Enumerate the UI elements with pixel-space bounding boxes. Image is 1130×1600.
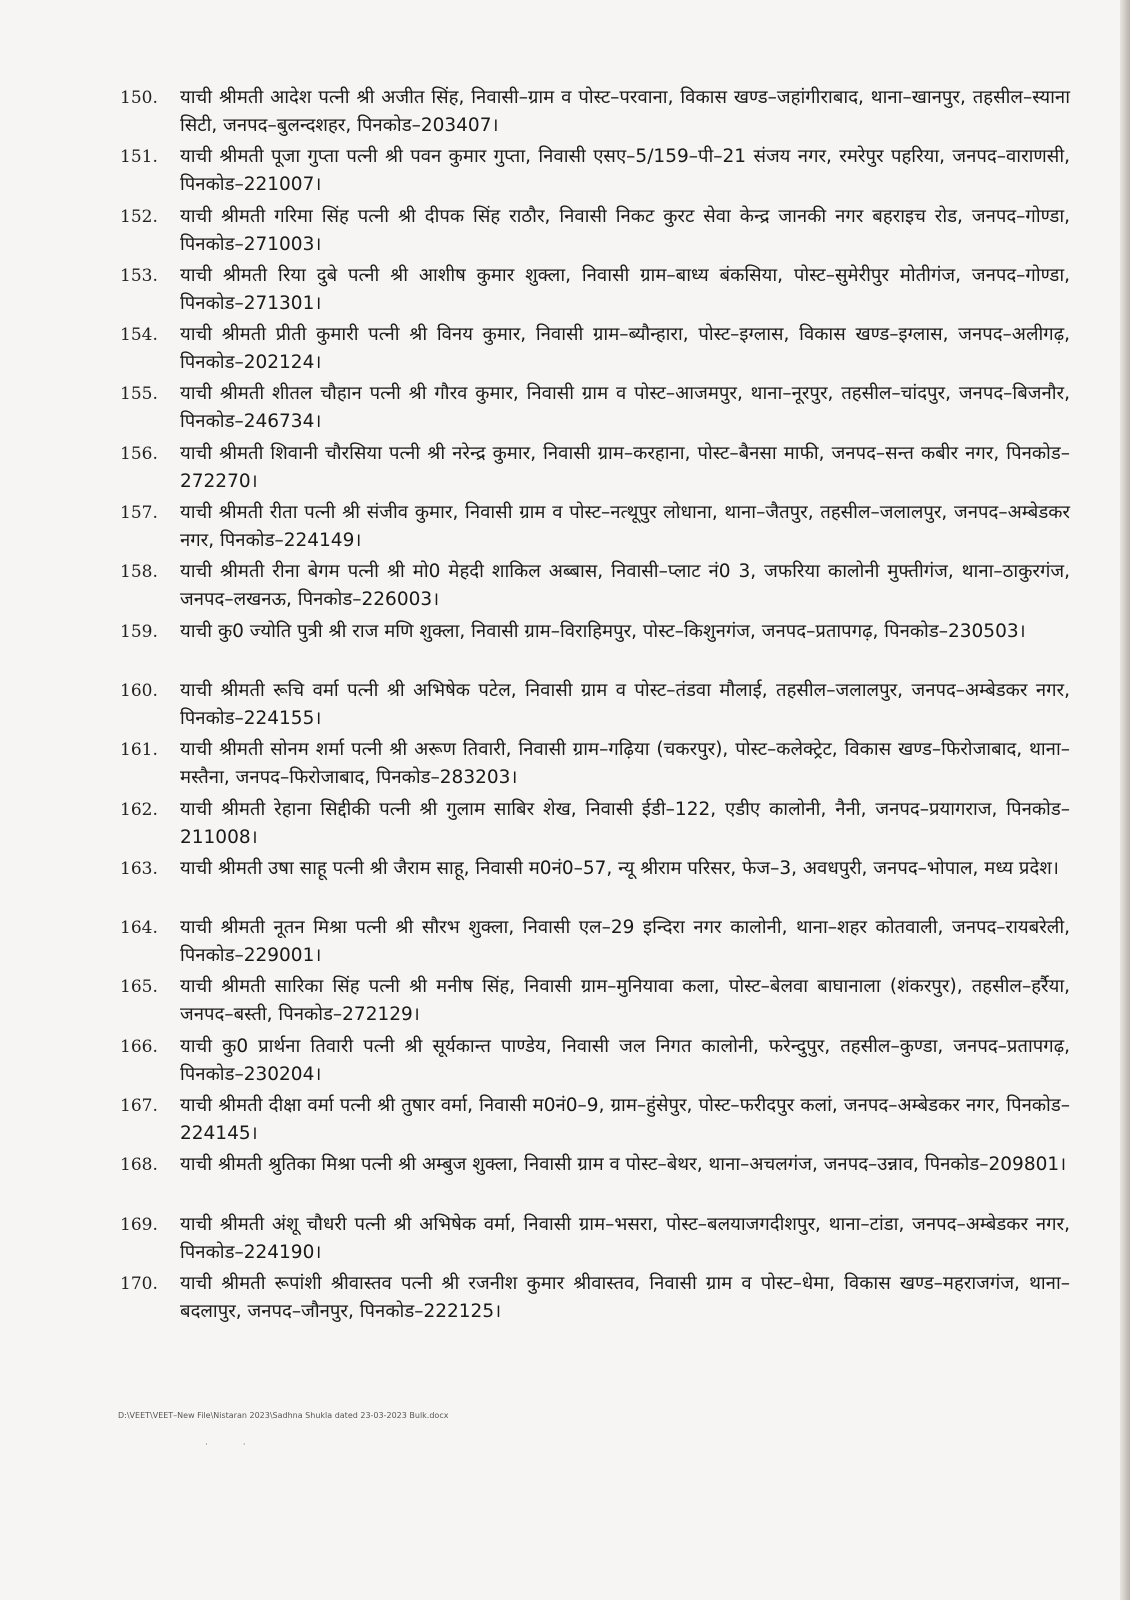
entry-number: 157. [120,503,158,524]
entry-number: 151. [120,147,158,168]
entry-text: याची श्रीमती आदेश पत्नी श्री अजीत सिंह, निवासी–ग्राम व पोस्ट–परवाना, विकास खण्ड–जहांगीराबाद, थाना–खानपुर, तहसील–स्याना सिटी, जनपद–बुलन्दशहर, पिनकोड–203407। [180,87,1070,136]
entry-text: याची श्रीमती दीक्षा वर्मा पत्नी श्री तुषार वर्मा, निवासी म0नं0–9, ग्राम–हुंसेपुर, पोस्ट–फरीदपुर कलां, जनपद–अम्बेडकर नगर, पिनकोड–224145। [180,1095,1070,1145]
entry-number: 164. [120,918,158,939]
list-item [120,262,1070,321]
entry-number: 160. [120,680,158,701]
entry-text: याची श्रीमती रूचि वर्मा पत्नी श्री अभिषेक पटेल, निवासी ग्राम व पोस्ट–तंडवा मौलाई, तहसील–जलालपुर, जनपद–अम्बेडकर नगर, पिनकोड–224155। [180,679,1070,729]
list-item [120,1033,1070,1092]
entry-text: याची श्रीमती अंशू चौधरी पत्नी श्री अभिषेक वर्मा, निवासी ग्राम–भसरा, पोस्ट–बलयाजगदीशपुर, थाना–टांडा, जनपद–अम्बेडकर नगर, पिनकोड–224190। [180,1213,1070,1263]
entry-text: याची श्रीमती सारिका सिंह पत्नी श्री मनीष सिंह, निवासी ग्राम–मुनियावा कला, पोस्ट–बेलवा बाघानाला (शंकरपुर), तहसील–हर्रैया, जनपद–बस्ती, पिनकोड–272129। [180,976,1070,1026]
entry-text: याची श्रीमती गरिमा सिंह पत्नी श्री दीपक सिंह राठौर, निवासी निकट कुरट सेवा केन्द्र जानकी नगर बहराइच रोड, जनपद–गोण्डा, पिनकोड–271003। [180,205,1070,255]
entry-text: याची श्रीमती रूपांशी श्रीवास्तव पत्नी श्री रजनीश कुमार श्रीवास्तव, निवासी ग्राम व पोस्ट–धेमा, विकास खण्ड–महराजगंज, थाना–बदलापुर, जनपद–जौनपुर, पिनकोड–222125। [180,1272,1070,1322]
list-item [120,618,1070,677]
entry-text: याची श्रीमती प्रीती कुमारी पत्नी श्री विनय कुमार, निवासी ग्राम–ब्यौन्हारा, पोस्ट–इग्लास, विकास खण्ड–इग्लास, जनपद–अलीगढ़, पिनकोड–202124। [180,324,1070,374]
entry-text: याची श्रीमती शिवानी चौरसिया पत्नी श्री नरेन्द्र कुमार, निवासी ग्राम–करहाना, पोस्ट–बैनसा माफी, जनपद–सन्त कबीर नगर, पिनकोड–272270। [180,442,1070,492]
list-item [120,736,1070,795]
list-item [120,1151,1070,1210]
list-item [120,499,1070,558]
entry-number: 163. [120,858,158,879]
list-item [120,1092,1070,1151]
entry-number: 154. [120,325,158,346]
list-item [120,143,1070,202]
entry-text: याची श्रीमती सोनम शर्मा पत्नी श्री अरूण तिवारी, निवासी ग्राम–गढ़िया (चकरपुर), पोस्ट–कलेक्ट्रेट, विकास खण्ड–फिरोजाबाद, थाना–मस्तैना, जनपद–फिरोजाबाद, पिनकोड–283203। [180,739,1070,789]
scan-specks: · · [205,1440,262,1450]
entry-text: याची कु0 प्रार्थना तिवारी पत्नी श्री सूर्यकान्त पाण्डेय, निवासी जल निगत कालोनी, फरेन्दुपुर, तहसील–कुण्डा, जनपद–प्रतापगढ़, पिनकोड–230204। [180,1035,1070,1085]
list-item [120,973,1070,1032]
list-item [120,440,1070,499]
entry-number: 155. [120,384,158,405]
entry-text: याची श्रीमती रीना बेगम पत्नी श्री मो0 मेहदी शाकिल अब्बास, निवासी–प्लाट नं0 3, जफरिया कालोनी मुफ्तीगंज, थाना–ठाकुरगंज, जनपद–लखनऊ, पिनकोड–226003। [180,561,1070,611]
entry-text: याची श्रीमती पूजा गुप्ता पत्नी श्री पवन कुमार गुप्ता, निवासी एसए–5/159–पी–21 संजय नगर, रमरेपुर पहरिया, जनपद–वाराणसी, पिनकोड–221007। [180,146,1070,196]
list-item [120,855,1070,914]
list-item [120,1270,1070,1329]
entry-number: 152. [120,206,158,227]
list-item [120,203,1070,262]
entry-number: 168. [120,1155,158,1176]
entry-text: याची श्रीमती रेहाना सिद्दीकी पत्नी श्री गुलाम साबिर शेख, निवासी ईडी–122, एडीए कालोनी, नैनी, जनपद–प्रयागराज, पिनकोड–211008। [180,798,1070,848]
entry-text: याची श्रीमती रीता पत्नी श्री संजीव कुमार, निवासी ग्राम व पोस्ट–नत्थूपुर लोधाना, थाना–जैतपुर, तहसील–जलालपुर, जनपद–अम्बेडकर नगर, पिनकोड–224149। [180,502,1070,552]
entry-number: 170. [120,1273,158,1294]
list-item [120,321,1070,380]
entry-number: 165. [120,977,158,998]
page-edge-shadow [1120,0,1130,1600]
entry-number: 169. [120,1214,158,1235]
entry-number: 156. [120,443,158,464]
list-item [120,796,1070,855]
entry-number: 158. [120,562,158,583]
entry-text: याची श्रीमती नूतन मिश्रा पत्नी श्री सौरभ शुक्ला, निवासी एल–29 इन्दिरा नगर कालोनी, थाना–शहर कोतवाली, जनपद–रायबरेली, पिनकोड–229001। [180,917,1070,967]
petitioner-list [120,84,1070,1329]
entry-number: 159. [120,621,158,642]
list-item [120,84,1070,143]
entry-text: याची श्रीमती श्रुतिका मिश्रा पत्नी श्री अम्बुज शुक्ला, निवासी ग्राम व पोस्ट–बेथर, थाना–अचलगंज, जनपद–उन्नाव, पिनकोड–209801। [180,1154,1067,1176]
list-item [120,380,1070,439]
entry-number: 150. [120,88,158,108]
list-item [120,558,1070,617]
entry-number: 166. [120,1036,158,1057]
entry-number: 161. [120,740,158,761]
entry-number: 153. [120,265,158,286]
entry-text: याची श्रीमती रिया दुबे पत्नी श्री आशीष कुमार शुक्ला, निवासी ग्राम–बाध्य बंकसिया, पोस्ट–सुमेरीपुर मोतीगंज, जनपद–गोण्डा, पिनकोड–271301। [180,264,1070,314]
list-item [120,677,1070,736]
file-path-footer: D:\VEET\VEET–New File\Nistaran 2023\Sadhna Shukla dated 23-03-2023 Bulk.docx [118,1411,449,1420]
list-item [120,1211,1070,1270]
entry-number: 167. [120,1096,158,1117]
list-item [120,914,1070,973]
entry-text: याची श्रीमती शीतल चौहान पत्नी श्री गौरव कुमार, निवासी ग्राम व पोस्ट–आजमपुर, थाना–नूरपुर, तहसील–चांदपुर, जनपद–बिजनौर, पिनकोड–246734। [180,383,1070,433]
entry-text: याची कु0 ज्योति पुत्री श्री राज मणि शुक्ला, निवासी ग्राम–विराहिमपुर, पोस्ट–किशुनगंज, जनपद–प्रतापगढ़, पिनकोड–230503। [180,620,1026,642]
entry-text: याची श्रीमती उषा साहू पत्नी श्री जैराम साहू, निवासी म0नं0–57, न्यू श्रीराम परिसर, फेज–3, अवधपुरी, जनपद–भोपाल, मध्य प्रदेश। [180,857,1059,879]
entry-number: 162. [120,799,158,820]
